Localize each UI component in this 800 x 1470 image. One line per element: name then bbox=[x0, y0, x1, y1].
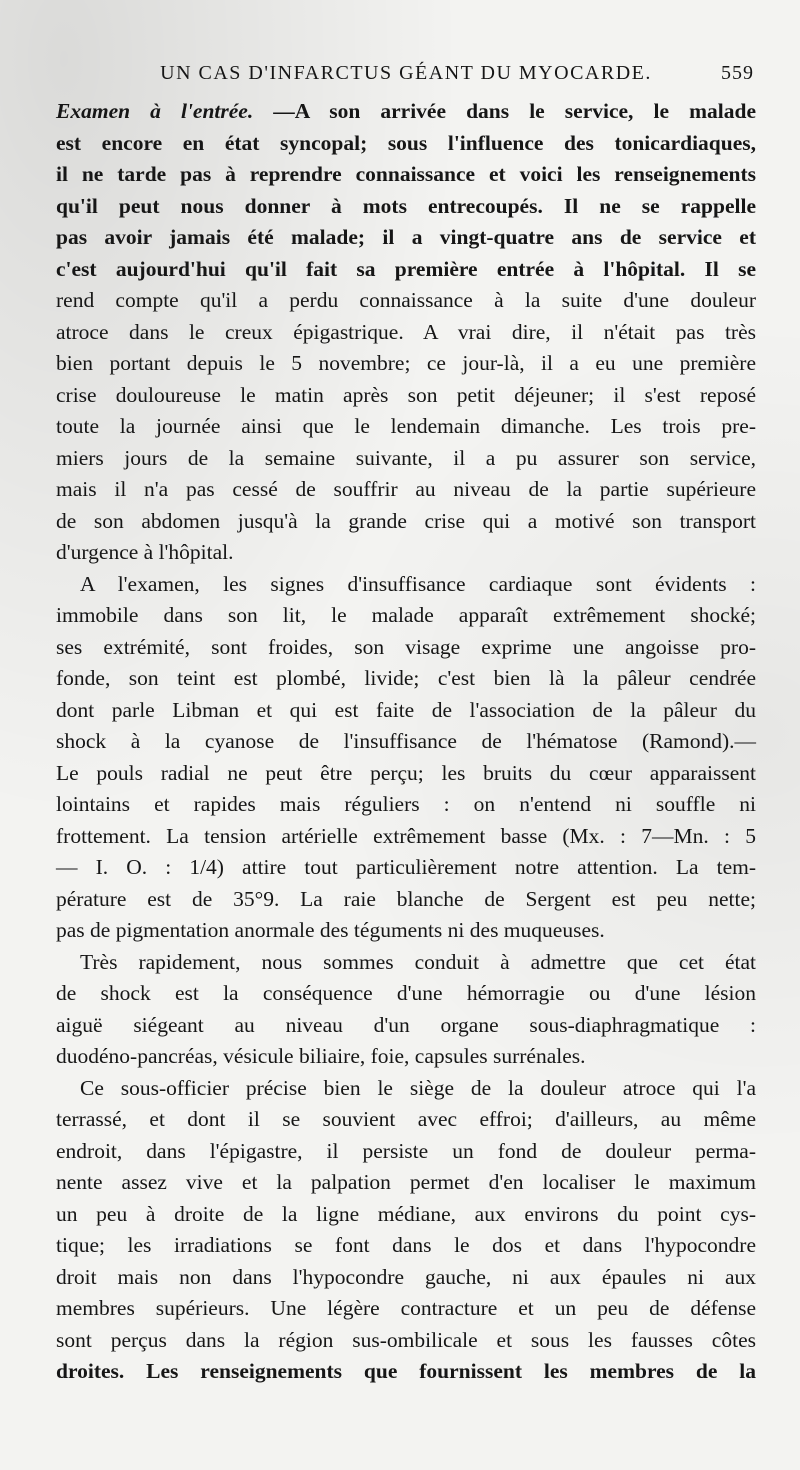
text-line: pérature est de 35°9. La raie blanche de Sergent est peu nette; bbox=[56, 886, 756, 911]
text-line: il ne tarde pas à reprendre connaissance et voici les renseignements bbox=[56, 162, 756, 186]
text-line: atroce dans le creux épigastrique. A vrai dire, il n'était pas très bbox=[56, 319, 756, 344]
text-line: est encore en état syncopal; sous l'influence des tonicardiaques, bbox=[56, 130, 756, 155]
text-line: de son abdomen jusqu'à la grande crise qui a motivé son transport bbox=[56, 508, 756, 533]
text-line: Examen à l'entrée. —A son arrivée dans le service, le malade bbox=[56, 99, 756, 123]
text-line: miers jours de la semaine suivante, il a pu assurer son service, bbox=[56, 445, 756, 470]
text-line: dont parle Libman et qui est faite de l'association de la pâleur du bbox=[56, 697, 756, 722]
text-line: A l'examen, les signes d'insuffisance cardiaque sont évidents : bbox=[80, 571, 756, 596]
text-line: droit mais non dans l'hypocondre gauche, ni aux épaules ni aux bbox=[56, 1264, 756, 1289]
text-line: d'urgence à l'hôpital. bbox=[56, 540, 234, 564]
text-line: pas de pigmentation anormale des téguments ni des muqueuses. bbox=[56, 918, 605, 942]
text-line: Ce sous-officier précise bien le siège de la douleur atroce qui l'a bbox=[80, 1075, 756, 1100]
text-line: sont perçus dans la région sus-ombilicale et sous les fausses côtes bbox=[56, 1327, 756, 1352]
text-line: Le pouls radial ne peut être perçu; les bruits du cœur apparaissent bbox=[56, 760, 756, 785]
text-line: Très rapidement, nous sommes conduit à admettre que cet état bbox=[80, 949, 756, 974]
page-number: 559 bbox=[721, 62, 754, 84]
text-line: crise douloureuse le matin après son petit déjeuner; il s'est reposé bbox=[56, 382, 756, 407]
text-line: toute la journée ainsi que le lendemain dimanche. Les trois pre- bbox=[56, 414, 756, 438]
text-line: terrassé, et dont il se souvient avec effroi; d'ailleurs, au même bbox=[56, 1107, 756, 1131]
text-line: immobile dans son lit, le malade apparaît extrêmement shocké; bbox=[56, 603, 756, 627]
section-lead: Examen à l'entrée. bbox=[56, 99, 254, 123]
text-line: fonde, son teint est plombé, livide; c'est bien là la pâleur cendrée bbox=[56, 666, 756, 690]
text-line: — I. O. : 1/4) attire tout particulièrement notre attention. La tem- bbox=[56, 855, 756, 879]
running-title: UN CAS D'INFARCTUS GÉANT DU MYOCARDE. bbox=[160, 62, 652, 84]
text-line: frottement. La tension artérielle extrêmement basse (Mx. : 7—Mn. : 5 bbox=[56, 823, 756, 848]
text-line: duodéno-pancréas, vésicule biliaire, foie, capsules surrénales. bbox=[56, 1044, 586, 1068]
text-line: pas avoir jamais été malade; il a vingt-quatre ans de service et bbox=[56, 225, 756, 249]
page-header bbox=[56, 58, 756, 92]
body-text bbox=[56, 96, 756, 1388]
text-line: ses extrémité, sont froides, son visage exprime une angoisse pro- bbox=[56, 634, 756, 659]
text-line: qu'il peut nous donner à mots entrecoupés. Il ne se rappelle bbox=[56, 193, 756, 218]
text-line: endroit, dans l'épigastre, il persiste un fond de douleur perma- bbox=[56, 1138, 756, 1163]
text-line: aiguë siégeant au niveau d'un organe sous-diaphragmatique : bbox=[56, 1012, 756, 1037]
text-line: lointains et rapides mais réguliers : on n'entend ni souffle ni bbox=[56, 792, 756, 816]
text-line: bien portant depuis le 5 novembre; ce jour-là, il a eu une première bbox=[56, 351, 756, 375]
text-line: mais il n'a pas cessé de souffrir au niveau de la partie supérieure bbox=[56, 477, 756, 501]
text-line: droites. Les renseignements que fournissent les membres de la bbox=[56, 1359, 756, 1383]
text-line: c'est aujourd'hui qu'il fait sa première entrée à l'hôpital. Il se bbox=[56, 256, 756, 281]
text-line: de shock est la conséquence d'une hémorragie ou d'une lésion bbox=[56, 981, 756, 1005]
text-line: shock à la cyanose de l'insuffisance de l'hématose (Ramond).— bbox=[56, 729, 756, 753]
text-line: nente assez vive et la palpation permet d'en localiser le maximum bbox=[56, 1170, 756, 1194]
text-line: membres supérieurs. Une légère contracture et un peu de défense bbox=[56, 1296, 756, 1320]
text-line: rend compte qu'il a perdu connaissance à la suite d'une douleur bbox=[56, 288, 756, 312]
text-line: tique; les irradiations se font dans le dos et dans l'hypocondre bbox=[56, 1233, 756, 1257]
text-line: un peu à droite de la ligne médiane, aux environs du point cys- bbox=[56, 1201, 756, 1226]
